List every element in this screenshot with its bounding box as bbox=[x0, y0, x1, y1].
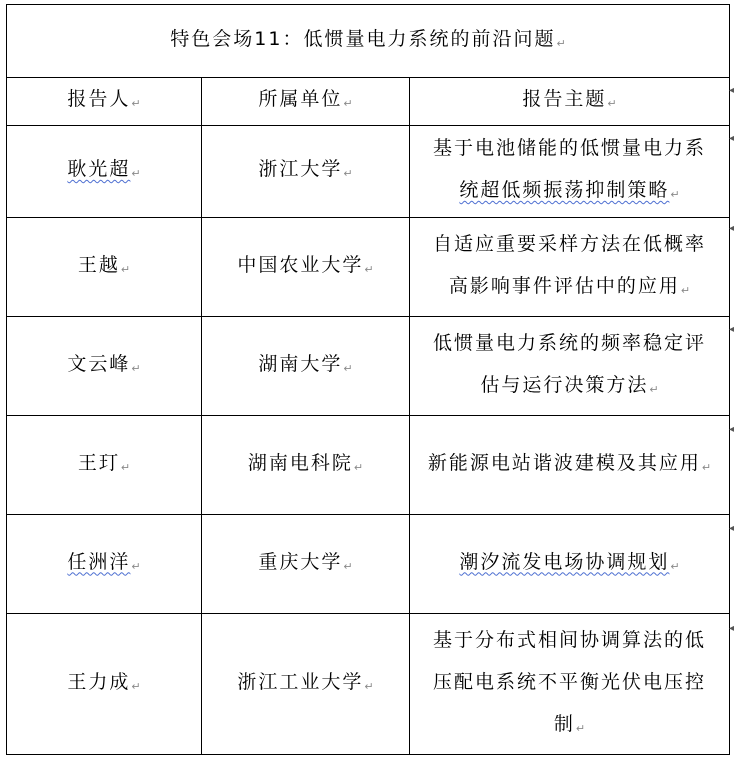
topic-cell bbox=[410, 218, 730, 317]
paragraph-mark: ↵ bbox=[670, 188, 680, 201]
paragraph-mark: ↵ bbox=[343, 97, 353, 110]
table-row bbox=[7, 218, 730, 317]
header-topic: 报告主题↵ bbox=[410, 78, 730, 126]
paragraph-mark: ↵ bbox=[131, 679, 141, 693]
topic-cell bbox=[410, 416, 730, 515]
speaker-name: 王力成 bbox=[67, 670, 131, 693]
table-row bbox=[7, 614, 730, 755]
speaker-cell bbox=[7, 614, 202, 755]
speaker-cell bbox=[7, 416, 202, 515]
paragraph-mark: ↵ bbox=[343, 559, 353, 573]
topic-line: 压配电系统不平衡光伏电压控 bbox=[433, 670, 707, 693]
paragraph-mark: ↵ bbox=[680, 283, 691, 297]
unit-cell bbox=[202, 218, 410, 317]
speaker-name: 文云峰 bbox=[67, 352, 131, 375]
topic-line: 潮汐流发电场协调规划 bbox=[459, 550, 670, 573]
paragraph-mark: ↵ bbox=[649, 382, 659, 396]
topic-line: 新能源电站谐波建模及其应用 bbox=[427, 451, 701, 474]
speaker-name: 耿光超 bbox=[67, 158, 131, 180]
paragraph-mark: ↵ bbox=[131, 361, 141, 375]
paragraph-mark: ↵ bbox=[364, 679, 374, 693]
row-end-mark: ◂ bbox=[728, 85, 734, 96]
paragraph-mark: ↵ bbox=[343, 361, 353, 375]
unit-name: 湖南大学 bbox=[258, 352, 343, 375]
speaker-name: 王玎 bbox=[77, 451, 120, 474]
row-end-mark: ◂ bbox=[728, 223, 734, 234]
paragraph-mark: ↵ bbox=[670, 559, 680, 573]
unit-name: 中国农业大学 bbox=[237, 253, 364, 276]
unit-name: 湖南电科院 bbox=[247, 451, 353, 474]
speaker-name: 王越 bbox=[77, 253, 120, 276]
table-title-cell bbox=[7, 5, 730, 78]
header-speaker: 报告人↵ bbox=[7, 78, 202, 126]
table-row bbox=[7, 416, 730, 515]
paragraph-mark: ↵ bbox=[343, 167, 353, 180]
topic-cell bbox=[410, 317, 730, 416]
topic-line: 基于电池储能的低惯量电力系 bbox=[433, 137, 707, 159]
session-table bbox=[6, 4, 730, 755]
paragraph-mark: ↵ bbox=[701, 460, 712, 474]
topic-line: 低惯量电力系统的频率稳定评 bbox=[433, 331, 707, 354]
unit-cell bbox=[202, 515, 410, 614]
paragraph-mark: ↵ bbox=[131, 97, 141, 110]
topic-cell bbox=[410, 126, 730, 218]
paragraph-mark: ↵ bbox=[120, 460, 131, 474]
paragraph-mark: ↵ bbox=[131, 559, 141, 573]
unit-name: 重庆大学 bbox=[258, 550, 343, 573]
paragraph-mark: ↵ bbox=[556, 36, 566, 50]
speaker-cell bbox=[7, 515, 202, 614]
topic-line: 统超低频振荡抑制策略 bbox=[459, 179, 670, 201]
topic-line: 估与运行决策方法 bbox=[480, 373, 649, 396]
topic-line: 制 bbox=[553, 712, 575, 735]
unit-name: 浙江大学 bbox=[258, 158, 343, 180]
row-end-mark: ◂ bbox=[728, 523, 734, 534]
topic-line: 基于分布式相间协调算法的低 bbox=[433, 628, 707, 651]
paragraph-mark: ↵ bbox=[353, 460, 364, 474]
topic-cell bbox=[410, 515, 730, 614]
paragraph-mark: ↵ bbox=[575, 721, 586, 735]
unit-cell bbox=[202, 416, 410, 515]
paragraph-mark: ↵ bbox=[607, 97, 617, 110]
topic-line: 自适应重要采样方法在低概率 bbox=[433, 232, 707, 255]
paragraph-mark: ↵ bbox=[120, 262, 131, 276]
table-row bbox=[7, 515, 730, 614]
unit-name: 浙江工业大学 bbox=[237, 670, 364, 693]
unit-cell bbox=[202, 614, 410, 755]
header-unit: 所属单位↵ bbox=[202, 78, 410, 126]
row-end-mark: ◂ bbox=[728, 133, 734, 144]
speaker-cell bbox=[7, 218, 202, 317]
table-row bbox=[7, 126, 730, 218]
speaker-cell bbox=[7, 317, 202, 416]
topic-cell bbox=[410, 614, 730, 755]
row-end-mark: ◂ bbox=[728, 324, 734, 335]
speaker-cell bbox=[7, 126, 202, 218]
table-row bbox=[7, 317, 730, 416]
topic-line: 高影响事件评估中的应用 bbox=[448, 274, 680, 297]
unit-cell bbox=[202, 126, 410, 218]
row-end-mark: ◂ bbox=[728, 623, 734, 634]
unit-cell bbox=[202, 317, 410, 416]
row-end-mark: ◂ bbox=[728, 424, 734, 435]
table-title: 特色会场11：低惯量电力系统的前沿问题 bbox=[170, 27, 556, 50]
speaker-name: 任洲洋 bbox=[67, 550, 131, 573]
paragraph-mark: ↵ bbox=[131, 167, 141, 180]
paragraph-mark: ↵ bbox=[364, 262, 374, 276]
